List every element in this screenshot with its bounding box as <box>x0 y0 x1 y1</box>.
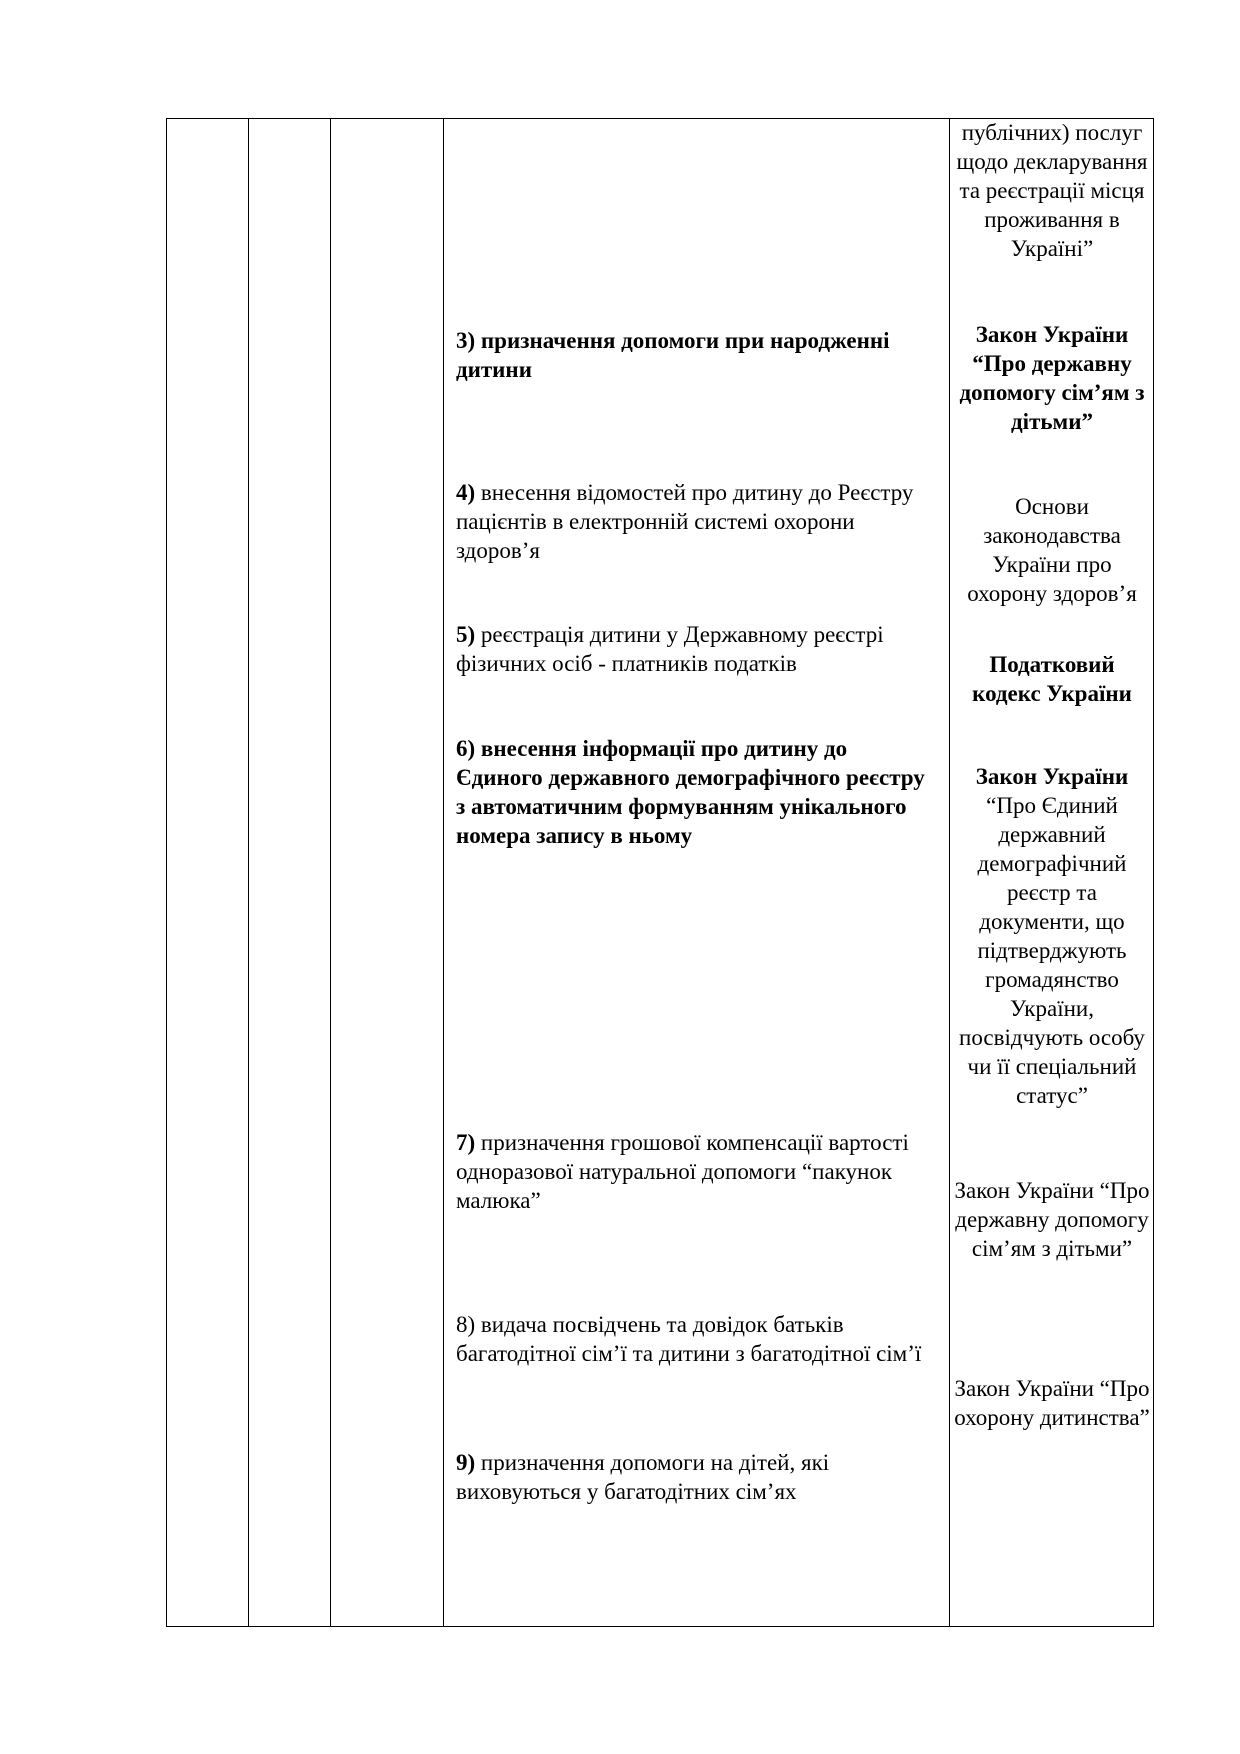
service-item-7 <box>456 1128 936 1215</box>
item-text: внесення відомостей про дитину до Реєстру пацієнтів в електронній системі охорони здоров’я <box>456 480 914 563</box>
legal-basis-text: Закон України “Про державну допомогу сім’ям з дітьми” <box>959 322 1145 434</box>
legal-basis-text: Закон України “Про охорону дитинства” <box>954 1376 1150 1430</box>
legal-basis-text: публічних) послуг щодо декларування та реєстрації місця проживання в Україні” <box>956 120 1148 261</box>
item-text: призначення допомоги на дітей, які виховуються у багатодітних сім’ях <box>456 1450 830 1504</box>
item-number: 4) <box>456 480 476 505</box>
legal-basis-cell <box>954 650 1150 708</box>
legal-basis-text: Закон України “Про державну допомогу сім’ям з дітьми” <box>954 1178 1150 1261</box>
legal-basis-cell <box>954 1374 1150 1432</box>
legal-basis-cell <box>954 320 1150 436</box>
item-text: призначення допомоги при народженні дитини <box>456 328 890 382</box>
column-divider <box>248 118 249 1627</box>
item-number: 9) <box>456 1450 476 1475</box>
column-divider <box>949 118 950 1627</box>
item-text: призначення грошової компенсації вартості одноразової натуральної допомоги “пакунок малюка” <box>456 1130 909 1213</box>
item-text: 8) видача посвідчень та довідок батьків багатодітної сім’ї та дитини з багатодітної сім’ї <box>456 1312 922 1366</box>
legal-basis-text: Податковий кодекс України <box>972 652 1132 706</box>
legal-basis-text: “Про Єдиний державний демографічний реєстр та документи, що підтверджують громадянство України, посвідчують особу чи її спеціальний статус” <box>959 793 1145 1108</box>
service-item-9 <box>456 1448 936 1506</box>
item-text: реєстрація дитини у Державному реєстрі фізичних осіб - платників податків <box>456 622 884 676</box>
service-item-3 <box>456 326 936 384</box>
service-item-5 <box>456 620 936 678</box>
legal-basis-cell <box>954 118 1150 263</box>
column-divider <box>443 118 444 1627</box>
item-number: 7) <box>456 1130 476 1155</box>
item-number: 3) <box>456 328 476 353</box>
service-item-6 <box>456 734 936 850</box>
item-number: 5) <box>456 622 476 647</box>
legal-basis-text: Основи законодавства України про охорону здоров’я <box>967 494 1137 606</box>
item-number: 6) <box>456 736 476 761</box>
legal-basis-cell <box>954 762 1150 1110</box>
legal-basis-cell <box>954 492 1150 608</box>
service-item-4 <box>456 478 936 565</box>
column-divider <box>330 118 331 1627</box>
legal-basis-bold: Закон України <box>975 764 1129 789</box>
service-item-8 <box>456 1310 936 1368</box>
item-text: внесення інформації про дитину до Єдиного державного демографічного реєстру з автоматичним формуванням унікального номера запису в ньому <box>456 736 925 848</box>
legal-basis-cell <box>954 1176 1150 1263</box>
